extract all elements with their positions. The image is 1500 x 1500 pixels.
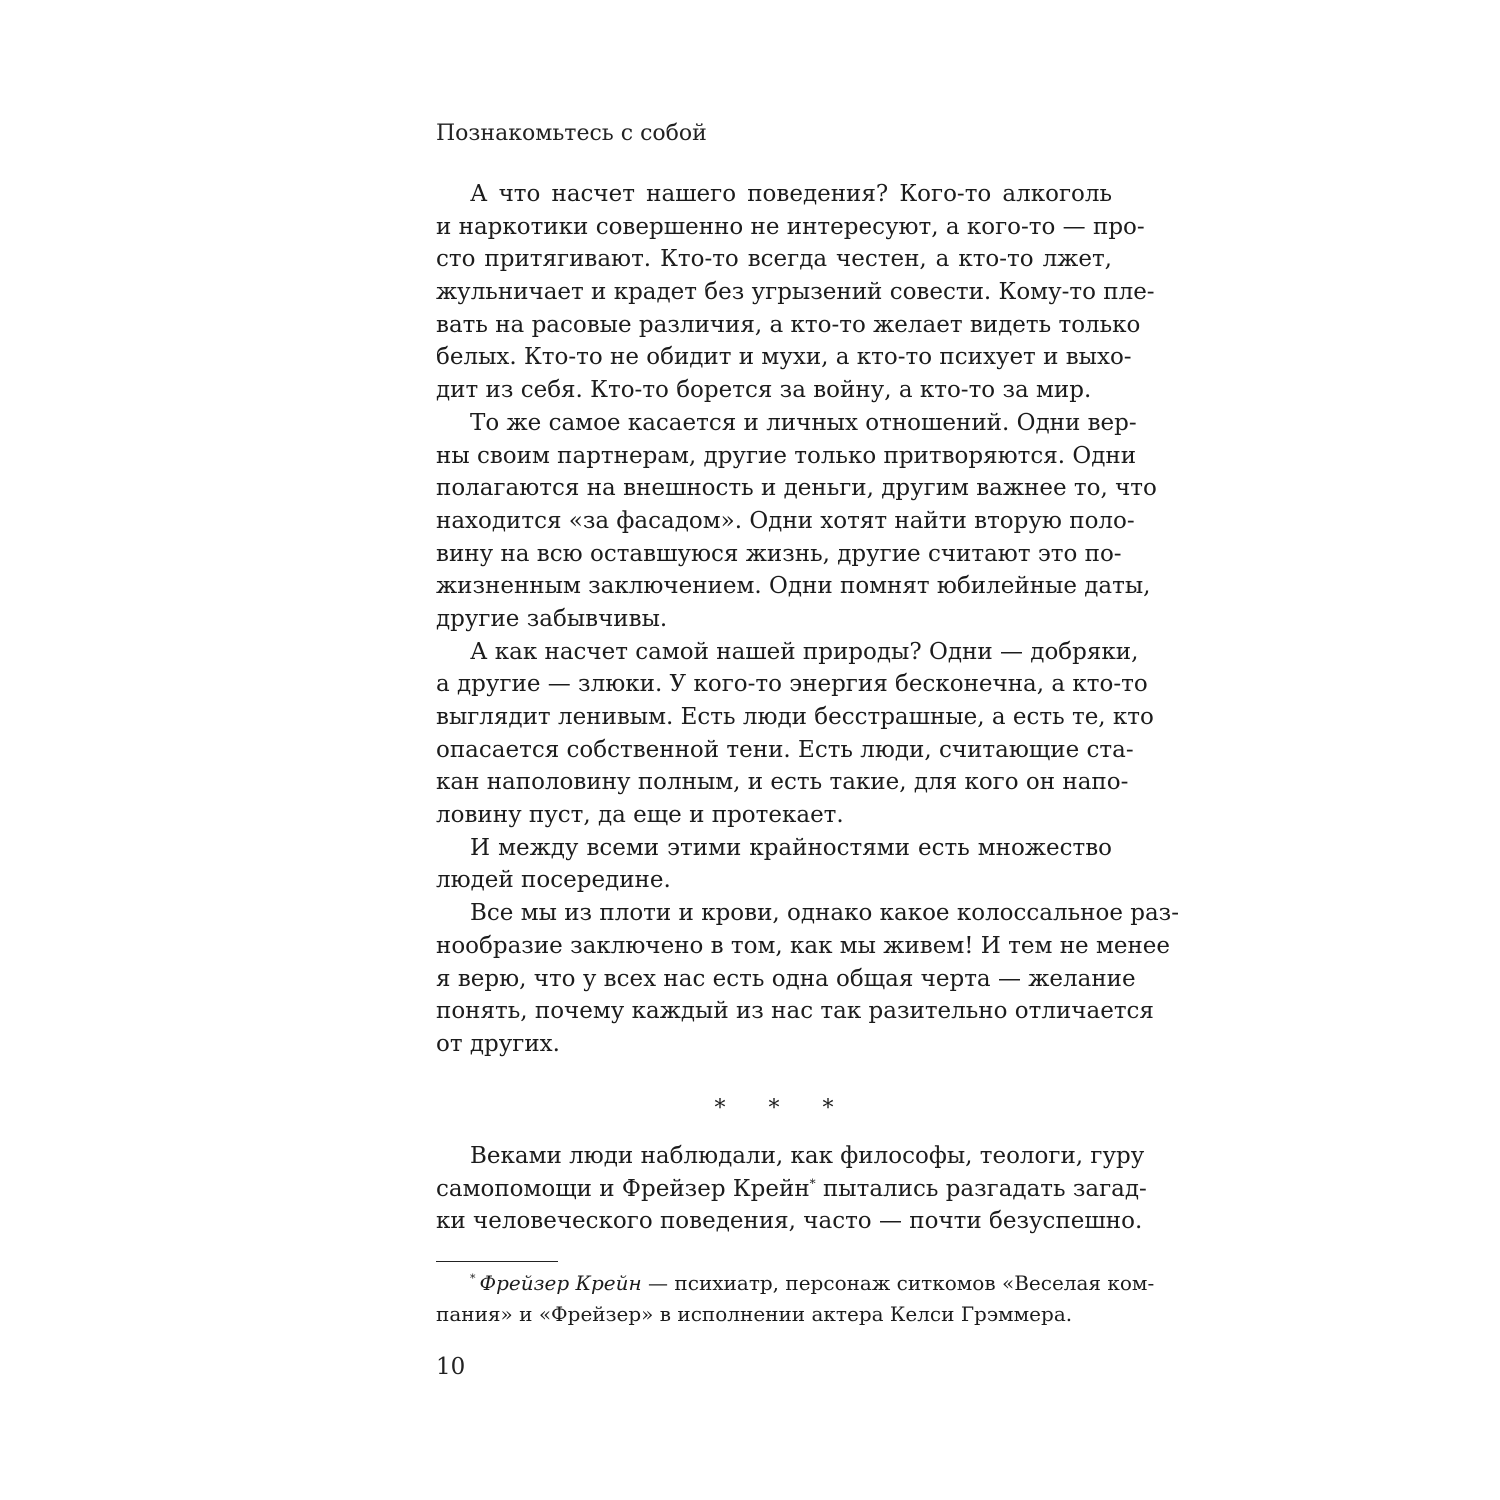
text-line: И между всеми этими крайностями есть множество bbox=[470, 834, 1112, 861]
footnote-line bbox=[436, 1268, 1155, 1299]
footnote-divider bbox=[436, 1261, 558, 1262]
text-fragment: пытались разгадать загад- bbox=[815, 1175, 1147, 1202]
section-separator: * * * bbox=[714, 1096, 852, 1121]
text-line: А как насчет самой нашей природы? Одни — добряки, bbox=[470, 638, 1139, 665]
text-line: находится «за фасадом». Одни хотят найти вторую поло- bbox=[436, 507, 1135, 534]
text-line: и наркотики совершенно не интересуют, а кого-то — про- bbox=[436, 213, 1145, 240]
paragraph bbox=[436, 178, 1155, 407]
text-fragment: — психиатр, персонаж ситкомов «Веселая ком- bbox=[641, 1271, 1155, 1295]
paragraph bbox=[436, 407, 1157, 636]
paragraph bbox=[436, 1140, 1147, 1238]
body-text bbox=[436, 178, 1179, 1061]
footnote-line: пания» и «Фрейзер» в исполнении актера Келси Грэммера. bbox=[436, 1302, 1073, 1326]
text-line: нообразие заключено в том, как мы живем! И тем не менее bbox=[436, 932, 1171, 959]
footnote-marker: * bbox=[470, 1272, 476, 1286]
text-line: кан наполовину полным, и есть такие, для кого он напо- bbox=[436, 769, 1129, 796]
text-line: опасается собственной тени. Есть люди, считающие ста- bbox=[436, 736, 1134, 763]
text-line: А что насчет нашего поведения? Кого-то алкоголь bbox=[470, 181, 1112, 207]
text-line: другие забывчивы. bbox=[436, 605, 668, 632]
page-number: 10 bbox=[436, 1354, 466, 1380]
text-line: То же самое касается и личных отношений. Одни вер- bbox=[470, 409, 1137, 436]
footnote-term: Фрейзер Крейн bbox=[479, 1271, 642, 1295]
text-line: выглядит ленивым. Есть люди бесстрашные, а есть те, кто bbox=[436, 704, 1154, 730]
text-line-with-footnote bbox=[436, 1173, 1147, 1206]
text-line: людей посередине. bbox=[436, 867, 671, 894]
text-line: сто притягивают. Кто-то всегда честен, а кто-то лжет, bbox=[436, 246, 1112, 273]
text-line: белых. Кто-то не обидит и мухи, а кто-то психует и выхо- bbox=[436, 344, 1132, 371]
text-line: понять, почему каждый из нас так разительно отличается bbox=[436, 998, 1154, 1025]
text-line: ловину пуст, да еще и протекает. bbox=[436, 802, 844, 829]
text-line: я верю, что у всех нас есть одна общая черта — желание bbox=[436, 965, 1136, 992]
text-fragment: самопомощи и Фрейзер Крейн bbox=[436, 1175, 810, 1202]
text-line: вину на всю оставшуюся жизнь, другие считают это по- bbox=[436, 540, 1122, 567]
text-line: ки человеческого поведения, часто — почти безуспешно. bbox=[436, 1208, 1143, 1235]
text-line: жульничает и крадет без угрызений совести. Кому-то пле- bbox=[436, 279, 1155, 306]
text-line: жизненным заключением. Одни помнят юбилейные даты, bbox=[436, 573, 1151, 600]
paragraph bbox=[436, 832, 1112, 897]
footnote bbox=[436, 1268, 1155, 1330]
text-line: полагаются на внешность и деньги, другим важнее то, что bbox=[436, 475, 1157, 502]
text-line: Веками люди наблюдали, как философы, теологи, гуру bbox=[470, 1143, 1145, 1169]
text-line: от других. bbox=[436, 1030, 560, 1057]
text-line: а другие — злюки. У кого-то энергия бесконечна, а кто-то bbox=[436, 671, 1148, 698]
paragraph bbox=[436, 897, 1179, 1060]
footnote-reference[interactable]: * bbox=[809, 1176, 816, 1191]
paragraph bbox=[436, 636, 1154, 832]
text-line: ны своим партнерам, другие только притворяются. Одни bbox=[436, 442, 1137, 469]
text-line: дит из себя. Кто-то борется за войну, а кто-то за мир. bbox=[436, 377, 1092, 404]
text-line: вать на расовые различия, а кто-то желает видеть только bbox=[436, 311, 1141, 338]
running-head: Познакомьтесь с собой bbox=[436, 121, 707, 146]
text-line: Все мы из плоти и крови, однако какое колоссальное раз- bbox=[470, 900, 1179, 927]
